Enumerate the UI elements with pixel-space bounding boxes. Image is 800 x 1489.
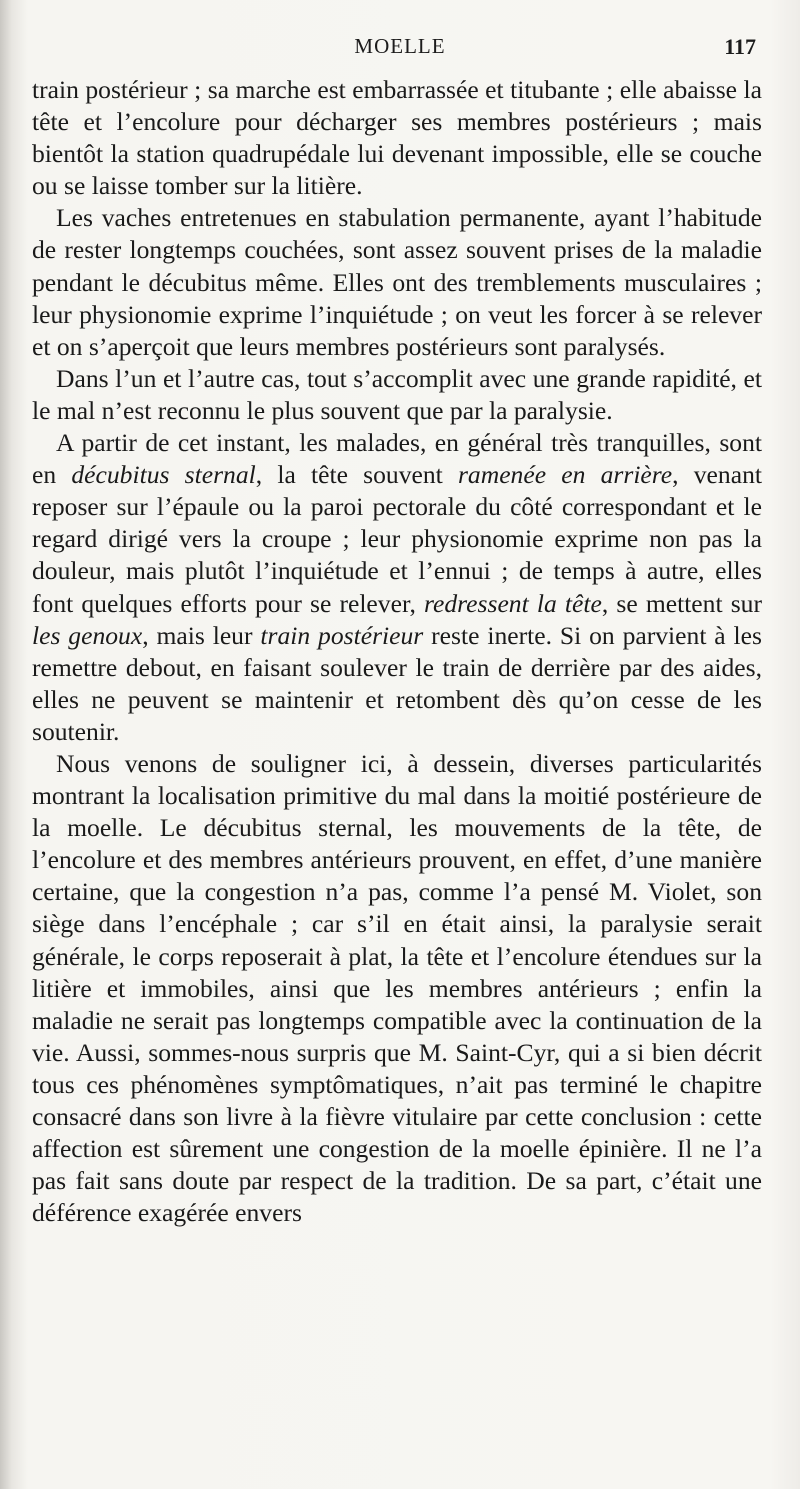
p4-text-2: , la tête souvent bbox=[255, 460, 458, 490]
p4-italic-redressent: redressent la tête bbox=[423, 588, 602, 618]
p4-italic-ramenee: ramenée en arrière bbox=[457, 460, 673, 490]
paragraph-2: Les vaches entretenues en stabulation permanente, ayant l’habitude de rester longtemps couchées, sont assez souvent prises de la maladie pendant le décubitus même. Elles ont des tremblements musculaires ; leur physionomie exprime l’inquiétude ; on veut les forcer à se relever et on s’aperçoit que leurs membres postérieurs sont paralysés. bbox=[32, 203, 762, 361]
page-header bbox=[30, 34, 770, 64]
p4-italic-genoux: les genoux bbox=[32, 620, 143, 650]
paragraph-3: Dans l’un et l’autre cas, tout s’accomplit avec une grande rapidité, et le mal n’est reconnu le plus souvent que par la paralysie. bbox=[32, 363, 762, 425]
p4-text-6: reste inerte. Si on parvient à les remettre debout, en faisant soulever le train de derrière par des aides, elles ne peuvent se maintenir et retombent dès qu’on cesse de les soutenir. bbox=[32, 620, 762, 746]
paragraph-1: train postérieur ; sa marche est embarrassée et titubante ; elle abaisse la tête et l’encolure pour décharger ses membres postérieurs ; mais bientôt la station quadrupédale lui devenant impossible, elle se couche ou se laisse tomber sur la litière. bbox=[32, 75, 762, 201]
p4-text-4: , se mettent sur bbox=[601, 588, 762, 618]
p4-italic-train: train postérieur bbox=[260, 620, 424, 650]
p4-text-5: , mais leur bbox=[142, 620, 261, 650]
page-number: 117 bbox=[724, 34, 756, 59]
p4-text-3: , venant reposer sur l’épaule ou la paroi pectorale du côté correspondant et le regard dirigé vers la croupe ; leur physionomie exprime non pas la douleur, mais plutôt l’inquiétude et l’ennui ; de temps à autre, elles font quelques efforts pour se relever, bbox=[32, 460, 762, 618]
p4-text-1: A partir de cet instant, les malades, en général très tranquilles, sont en bbox=[32, 428, 762, 490]
paragraph-5: Nous venons de souligner ici, à dessein, diverses particularités montrant la localisation primitive du mal dans la moitié postérieure de la moelle. Le décubitus sternal, les mouvements de la tête, de l’encolure et des membres antérieurs prouvent, en effet, d’une manière certaine, que la congestion n’a pas, comme l’a pensé M. Violet, son siège dans l’encéphale ; car s’il en était ainsi, la paralysie serait générale, le corps reposerait à plat, la tête et l’encolure étendues sur la litière et immobiles, ainsi que les membres antérieurs ; enfin la maladie ne serait pas longtemps compatible avec la continuation de la vie. Aussi, sommes-nous surpris que M. Saint-Cyr, qui a si bien décrit tous ces phénomènes symptômatiques, n’ait pas terminé le chapitre consacré dans son livre à la fièvre vitulaire par cette conclusion : cette affection est sûrement une congestion de la moelle épinière. Il ne l’a pas fait sans doute par respect de la tradition. De sa part, c’était une déférence exagérée envers bbox=[32, 748, 762, 1228]
paragraph-4 bbox=[32, 427, 762, 748]
running-head: MOELLE bbox=[354, 34, 446, 58]
body-text bbox=[32, 74, 762, 1229]
p4-italic-decubitus: décubitus sternal bbox=[71, 460, 256, 490]
